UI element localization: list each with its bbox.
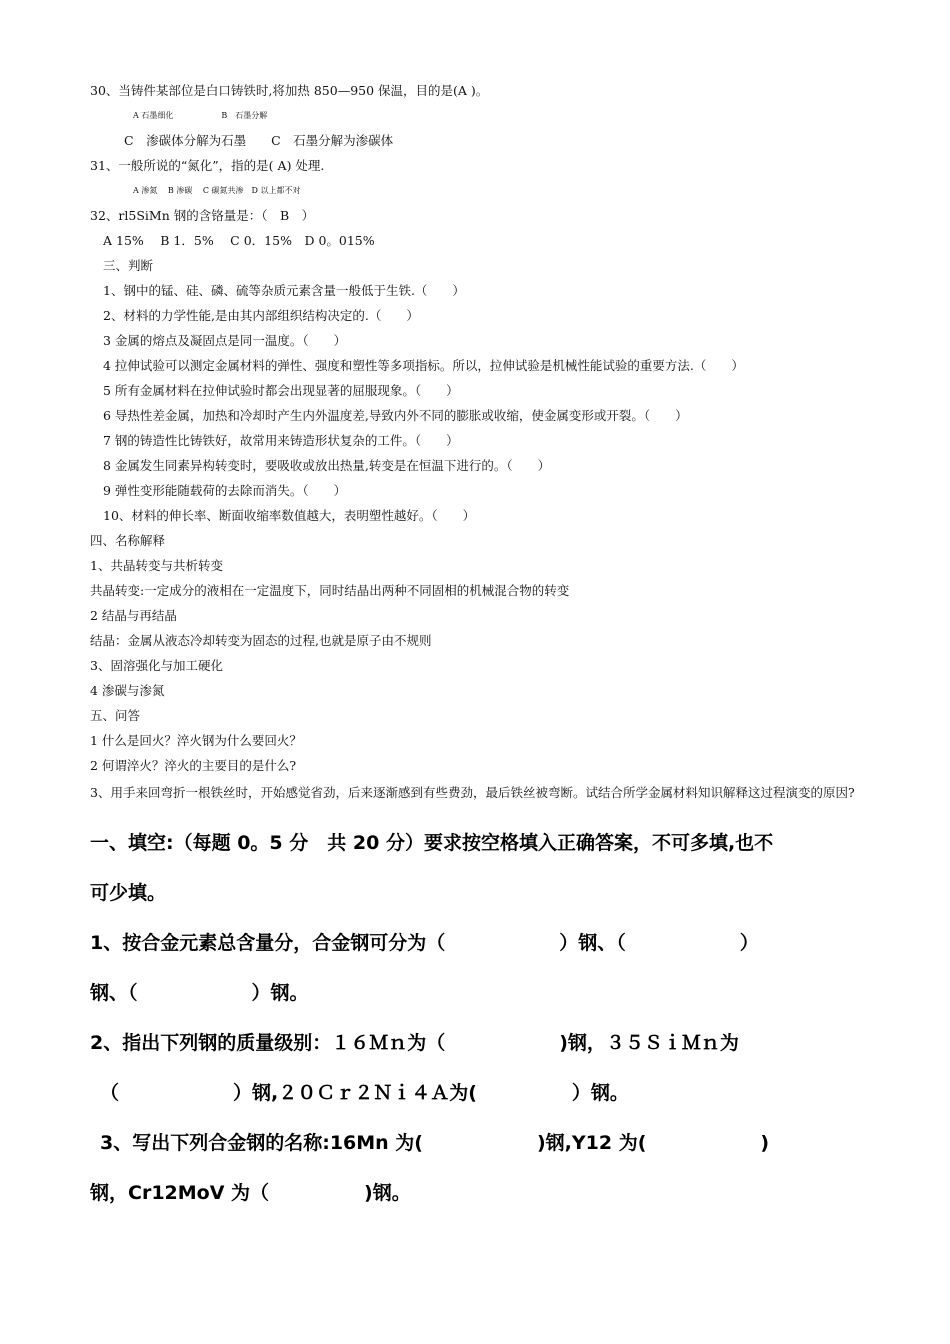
- judge-item-8: 8 金属发生同素异构转变时，要吸收或放出热量,转变是在恒温下进行的。（ ）: [103, 458, 551, 473]
- judge-item-3: 3 金属的熔点及凝固点是同一温度。（ ）: [103, 333, 347, 348]
- term-item-2: 2 结晶与再结晶: [90, 608, 177, 623]
- section-judge-heading: 三、判断: [103, 258, 154, 273]
- qa-item-3: 3、用手来回弯折一根铁丝时，开始感觉省劲，后来逐渐感到有些费劲，最后铁丝被弯断。试结合所学金属材料知识解释这过程演变的原因?: [90, 785, 855, 800]
- judge-item-7: 7 钢的铸造性比铸铁好，故常用来铸造形状复杂的工件。（ ）: [103, 433, 459, 448]
- fill-item-3-cont: 钢，Cr12MoV 为（ )钢。: [90, 1182, 411, 1204]
- qa-item-2: 2 何谓淬火？淬火的主要目的是什么?: [90, 758, 297, 773]
- question-30: 30、当铸件某部位是白口铸铁时,将加热 850—950 保温，目的是(A )。: [90, 83, 489, 98]
- section-qa-heading: 五、问答: [90, 708, 141, 723]
- judge-item-6: 6 导热性差金属，加热和冷却时产生内外温度差,导致内外不同的膨胀或收缩，使金属变形或开裂。（ ）: [103, 408, 688, 423]
- q31-options: A 渗氮 B 渗碳 C 碳氮共渗 D 以上都不对: [133, 186, 301, 195]
- judge-item-5: 5 所有金属材料在拉伸试验时都会出现显著的屈服现象。（ ）: [103, 383, 459, 398]
- term-item-4: 4 渗碳与渗氮: [90, 683, 165, 698]
- term-item-3: 3、固溶强化与加工硬化: [90, 658, 223, 673]
- question-31: 31、一般所说的“氮化”，指的是( A) 处理.: [90, 158, 325, 173]
- fill-item-2: 2、指出下列钢的质量级别：１６Ｍｎ为（ )钢，３５ＳｉＭｎ为: [90, 1032, 739, 1054]
- term-answer-2: 结晶：金属从液态冷却转变为固态的过程,也就是原子由不规则: [90, 633, 432, 648]
- q30-options-cc: C 渗碳体分解为石墨 C 石墨分解为渗碳体: [124, 133, 394, 148]
- fill-item-3: 3、写出下列合金钢的名称:16Mn 为( )钢,Y12 为( ): [100, 1132, 770, 1154]
- fill-section-heading: 一、填空:（每题 0。5 分 共 20 分）要求按空格填入正确答案，不可多填,也不: [90, 832, 774, 854]
- judge-item-9: 9 弹性变形能随载荷的去除而消失。（ ）: [103, 483, 347, 498]
- question-32: 32、rl5SiMn 钢的含铬量是：（ B ）: [90, 208, 315, 223]
- q32-options: A 15% B 1．5% C 0．15% D 0。015%: [103, 233, 375, 248]
- fill-item-1: 1、按合金元素总含量分，合金钢可分为（ ）钢、（ ）: [90, 932, 759, 954]
- term-item-1: 1、共晶转变与共析转变: [90, 558, 223, 573]
- judge-item-10: 10、材料的伸长率、断面收缩率数值越大，表明塑性越好。（ ）: [103, 508, 476, 523]
- q30-options-ab: A 石墨细化 B 石墨分解: [133, 111, 268, 120]
- fill-section-heading-cont: 可少填。: [90, 882, 167, 904]
- term-answer-1: 共晶转变:一定成分的液相在一定温度下，同时结晶出两种不同固相的机械混合物的转变: [90, 583, 570, 598]
- judge-item-4: 4 拉伸试验可以测定金属材料的弹性、强度和塑性等多项指标。所以，拉伸试验是机械性能试验的重要方法.（ ）: [103, 358, 744, 373]
- judge-item-2: 2、材料的力学性能,是由其内部组织结构决定的.（ ）: [103, 308, 419, 323]
- section-terms-heading: 四、名称解释: [90, 533, 166, 548]
- fill-item-1-cont: 钢、（ ）钢。: [90, 982, 309, 1004]
- judge-item-1: 1、钢中的锰、硅、磷、硫等杂质元素含量一般低于生铁.（ ）: [103, 283, 465, 298]
- fill-item-2-cont: （ ）钢,２０Ｃｒ２Ｎｉ４Ａ为( ）钢。: [100, 1082, 629, 1104]
- qa-item-1: 1 什么是回火？淬火钢为什么要回火？: [90, 733, 302, 748]
